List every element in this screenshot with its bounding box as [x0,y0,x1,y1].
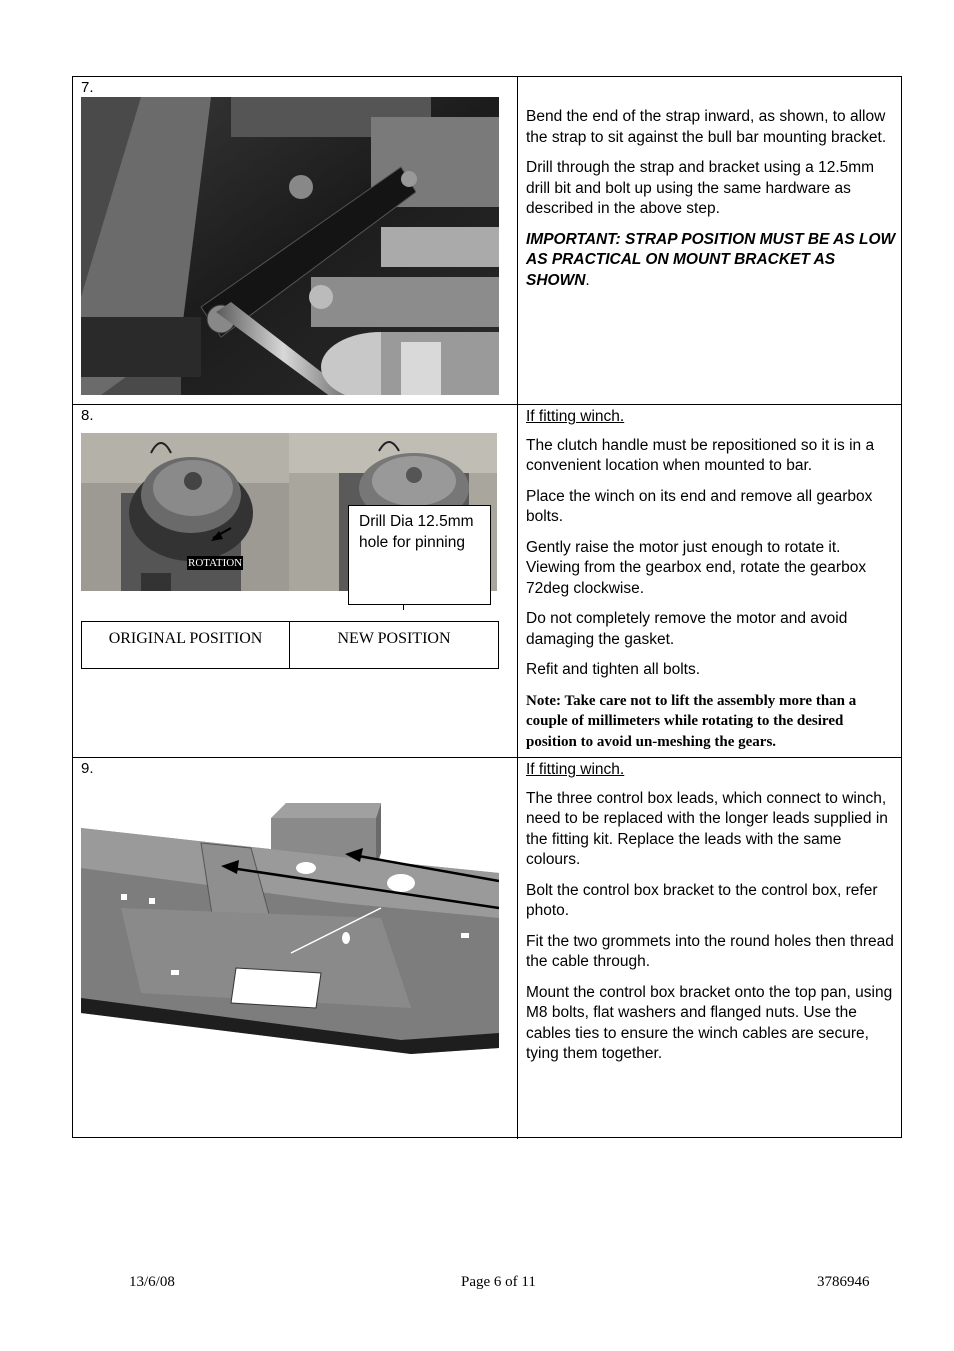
new-position-label: NEW POSITION [337,630,451,647]
paragraph: The clutch handle must be repositioned so it is in a convenient location when mounted to bar. [526,436,875,474]
note: Note: Take care not to lift the assembly more than a couple of millimeters while rotating to the desired position to avoid un-meshing the gears. [526,692,857,750]
paragraph: Bolt the control box bracket to the control box, refer photo. [526,881,878,919]
instruction-table [72,76,902,1138]
strap-drilling-photo [81,97,499,395]
step-number: 7. [81,79,94,96]
paragraph: Gently raise the motor just enough to rotate it. Viewing from the gearbox end, rotate the gearbox 72deg clockwise. [526,538,867,597]
step-number: 9. [81,760,94,777]
step-9-text [526,760,896,1075]
rotation-label: ROTATION [188,557,243,569]
winch-original-position-photo [81,433,289,591]
paragraph: The three control box leads, which connect to winch, need to be replaced with the longer leads supplied in the fitting kit. Replace the leads with the same colours. [526,789,888,868]
step-7-row [73,77,901,405]
footer-doc-number: 3786946 [817,1274,870,1290]
paragraph: Bend the end of the strap inward, as shown, to allow the strap to sit against the bull bar mounting bracket. [526,108,887,146]
step-8-row [73,405,901,758]
step-7-text [526,107,896,301]
paragraph: Mount the control box bracket onto the top pan, using M8 bolts, flat washers and flanged nuts. Use the cables ties to ensure the winch cables are secure, tying them together. [526,983,893,1062]
important-note: IMPORTANT: STRAP POSITION MUST BE AS LOW AS PRACTICAL ON MOUNT BRACKET AS SHOWN. [526,230,896,289]
paragraph: Refit and tighten all bolts. [526,661,701,678]
position-labels-table [81,621,499,669]
original-position-label: ORIGINAL POSITION [82,622,290,668]
paragraph: Fit the two grommets into the round holes then thread the cable through. [526,932,894,970]
step-heading: If fitting winch. [526,408,625,425]
footer-page-number: Page 6 of 11 [461,1274,536,1290]
paragraph: Do not completely remove the motor and avoid damaging the gasket. [526,610,848,648]
drill-callout: Drill Dia 12.5mm hole for pinning [348,505,491,605]
callout-pointer [403,604,404,610]
step-heading: If fitting winch. [526,761,625,778]
control-box-bracket-render [81,798,499,1054]
paragraph: Place the winch on its end and remove all gearbox bolts. [526,487,873,525]
step-8-text [526,407,896,762]
step-9-row [73,758,901,1139]
step-number: 8. [81,407,94,424]
paragraph: Drill through the strap and bracket using a 12.5mm drill bit and bolt up using the same hardware as described in the above step. [526,159,875,217]
footer-date: 13/6/08 [129,1274,175,1290]
